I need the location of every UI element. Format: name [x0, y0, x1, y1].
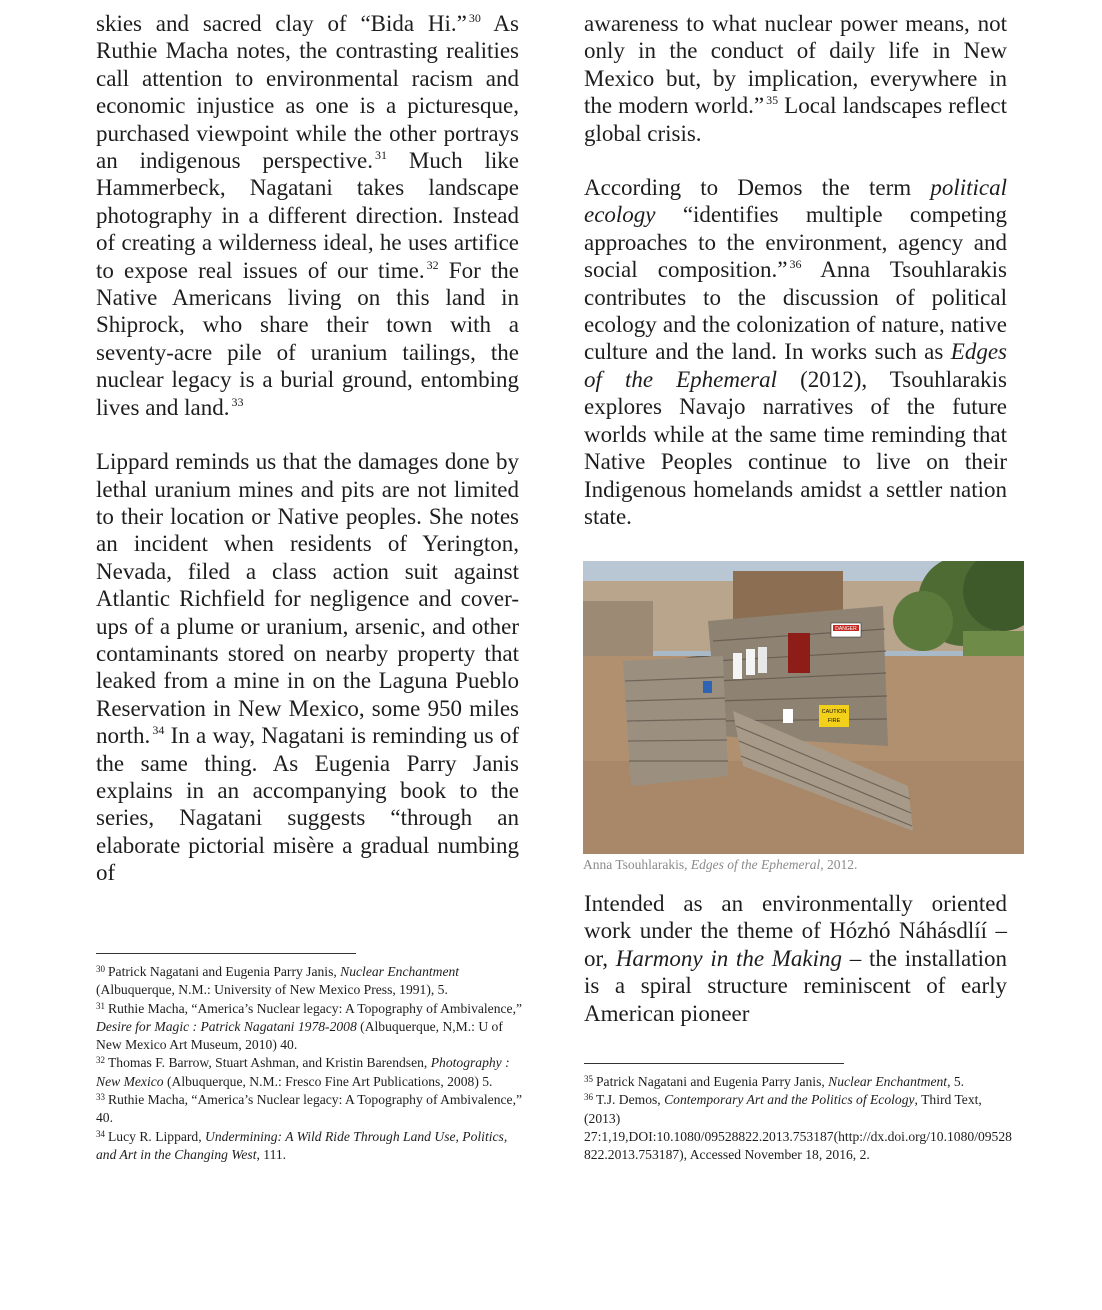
footnote-text: T.J. Demos, — [596, 1092, 665, 1108]
footnote-text: Patrick Nagatani and Eugenia Parry Janis, — [596, 1074, 829, 1089]
text-run: Much like Hammerbeck, Nagatani takes landscape photography in a different direction. Instead of creating a wilderness ideal, he uses artifice to expose real issues of our time. — [96, 148, 519, 283]
sign-danger-text: DANGER — [835, 626, 857, 632]
figure-caption — [583, 856, 1024, 873]
footnote-number: 33 — [96, 1092, 105, 1103]
text-run: According to Demos the term — [584, 175, 931, 201]
footnote-number: 35 — [584, 1074, 593, 1084]
footnote-ref[interactable]: 36 — [789, 257, 802, 272]
footnote-text: (Albuquerque, N.M.: University of New Mexico Press, 1991), 5. — [96, 982, 448, 998]
text-run: Local landscapes reflect global crisis. — [584, 93, 1007, 146]
footnote — [96, 1128, 524, 1165]
text-run: Lippard reminds us that the damages done by lethal uranium mines and pits are not limited to their location or Native peoples. She notes an incident when residents of Yerington, Nevada, filed a class action suit against Atlantic Richfield for negligence and cover-ups of a plume or uranium, arsenic, and other contaminants stored on nearby property that leaked from a mine in on the Laguna Pueblo Reservation in New Mexico, some 950 miles north. — [96, 449, 519, 749]
artwork-title: Edges of the Ephemeral — [584, 339, 1007, 392]
footnote — [96, 963, 524, 1000]
body-paragraph — [584, 890, 1007, 1027]
right-column — [584, 10, 1007, 530]
body-paragraph — [584, 174, 1007, 530]
caption-author: Anna Tsouhlarakis, — [583, 857, 691, 872]
footnote-title: Desire for Magic : Patrick Nagatani 1978-2008 — [96, 1018, 357, 1034]
footnote — [96, 1091, 524, 1128]
text-run: (2012), Tsouhlarakis explores Navajo narratives of the future worlds while at the same time reminding that Native Peoples continue to live on their Indigenous homelands amidst a settler nation state. — [584, 366, 1008, 529]
footnote-text: Lucy R. Lippard, — [108, 1128, 206, 1144]
installation-photo — [583, 561, 1024, 854]
footnote-number: 32 — [96, 1055, 105, 1066]
footnote-ref[interactable]: 33 — [231, 394, 244, 409]
footnote-text: (Albuquerque, N.M.: Fresco Fine Art Publications, 2008) 5. — [163, 1073, 493, 1089]
text-run: – the installation is a spiral structure reminiscent of early American pioneer — [584, 945, 1007, 1026]
footnote-ref[interactable]: 31 — [374, 148, 387, 163]
text-run: Intended as an environmentally oriented work under the theme of Hózhó Náhásdlíí – or, — [584, 891, 1007, 971]
sign-fire-text: FIRE — [827, 718, 841, 724]
text-run: In a way, Nagatani is reminding us of the same thing. As Eugenia Parry Janis explains in an accompanying book to the series, Nagatani suggests “through an elaborate pictorial misère a gradual numbing of — [96, 723, 519, 886]
footnote-ref[interactable]: 30 — [468, 11, 481, 25]
footnote-text: , 111. — [256, 1146, 287, 1162]
footnote-number: 30 — [96, 964, 105, 974]
footnote-text: Ruthie Macha, “America’s Nuclear legacy: A Topography of Ambivalence,” 40. — [96, 1092, 523, 1126]
footnote-text: Ruthie Macha, “America’s Nuclear legacy: A Topography of Ambivalence,” — [108, 1000, 523, 1016]
footnote-title: Contemporary Art and the Politics of Ecology — [664, 1092, 915, 1108]
footnote-ref[interactable]: 35 — [766, 93, 779, 108]
text-run: “identifies multiple competing approaches to the environment, agency and social composition.” — [584, 202, 1007, 283]
footnote-text: Thomas F. Barrow, Stuart Ashman, and Kristin Barendsen, — [108, 1055, 431, 1071]
footnote-ref[interactable]: 34 — [152, 723, 165, 738]
left-column — [96, 10, 519, 887]
footnotes-left — [96, 953, 524, 1164]
footnotes-right — [584, 1063, 1012, 1164]
footnote-text: (Albuquerque, N,M.: U of New Mexico Art Museum, 2010) 40. — [96, 1018, 503, 1053]
footnote-divider — [584, 1063, 844, 1064]
footnote-number: 36 — [584, 1092, 593, 1103]
body-paragraph — [96, 10, 519, 421]
footnote-text: Patrick Nagatani and Eugenia Parry Janis, — [108, 964, 341, 979]
footnote — [584, 1091, 1012, 1164]
text-run: As Ruthie Macha notes, the contrasting realities call attention to environmental racism and economic injustice as one is a picturesque, purchased viewpoint while the other portrays an indigenous perspective. — [96, 11, 519, 174]
footnote-title: Nuclear Enchantment — [828, 1074, 948, 1089]
footnote-title: Nuclear Enchantment — [340, 964, 460, 979]
footnote-title: Undermining: A Wild Ride Through Land Use, Politics, and Art in the Changing West — [96, 1128, 508, 1162]
footnote-text: , Third Text, (2013) 27:1,19,DOI:10.1080/09528822.2013.753187(http://dx.doi.org/10.1080/09528822.2013.753187), Accessed November 18, 2016, 2. — [584, 1092, 1012, 1163]
body-paragraph — [96, 448, 519, 887]
text-run: awareness to what nuclear power means, not only in the conduct of daily life in New Mexico but, by implication, everywhere in the modern world.” — [584, 11, 1007, 119]
footnote-ref[interactable]: 32 — [426, 257, 439, 272]
caption-title: Edges of the Ephemeral — [690, 857, 821, 872]
caption-date: , 2012. — [820, 857, 858, 872]
footnote-title: Photography : New Mexico — [96, 1055, 510, 1089]
text-run: For the Native Americans living on this land in Shiprock, who share their town with a seventy-acre pile of uranium tailings, the nuclear legacy is a burial ground, entombing lives and land. — [96, 257, 519, 420]
footnote — [96, 1000, 524, 1055]
footnote-number: 34 — [96, 1128, 105, 1139]
right-column-continued — [584, 890, 1007, 1027]
footnote — [584, 1073, 1012, 1091]
figure — [583, 561, 1024, 873]
text-run: Anna Tsouhlarakis contributes to the discussion of political ecology and the colonization of nature, native culture and the land. In works such as — [584, 257, 1007, 365]
footnote-number: 31 — [96, 1000, 105, 1011]
footnote-divider — [96, 953, 356, 954]
footnote-text: , 5. — [947, 1074, 965, 1089]
text-run: skies and sacred clay of “Bida Hi.” — [96, 11, 467, 36]
body-paragraph — [584, 10, 1007, 147]
footnote — [96, 1054, 524, 1091]
sign-caution-text: CAUTION — [821, 709, 847, 715]
italic-term: Harmony in the Making — [615, 945, 843, 971]
italic-term: political ecology — [584, 175, 1007, 228]
